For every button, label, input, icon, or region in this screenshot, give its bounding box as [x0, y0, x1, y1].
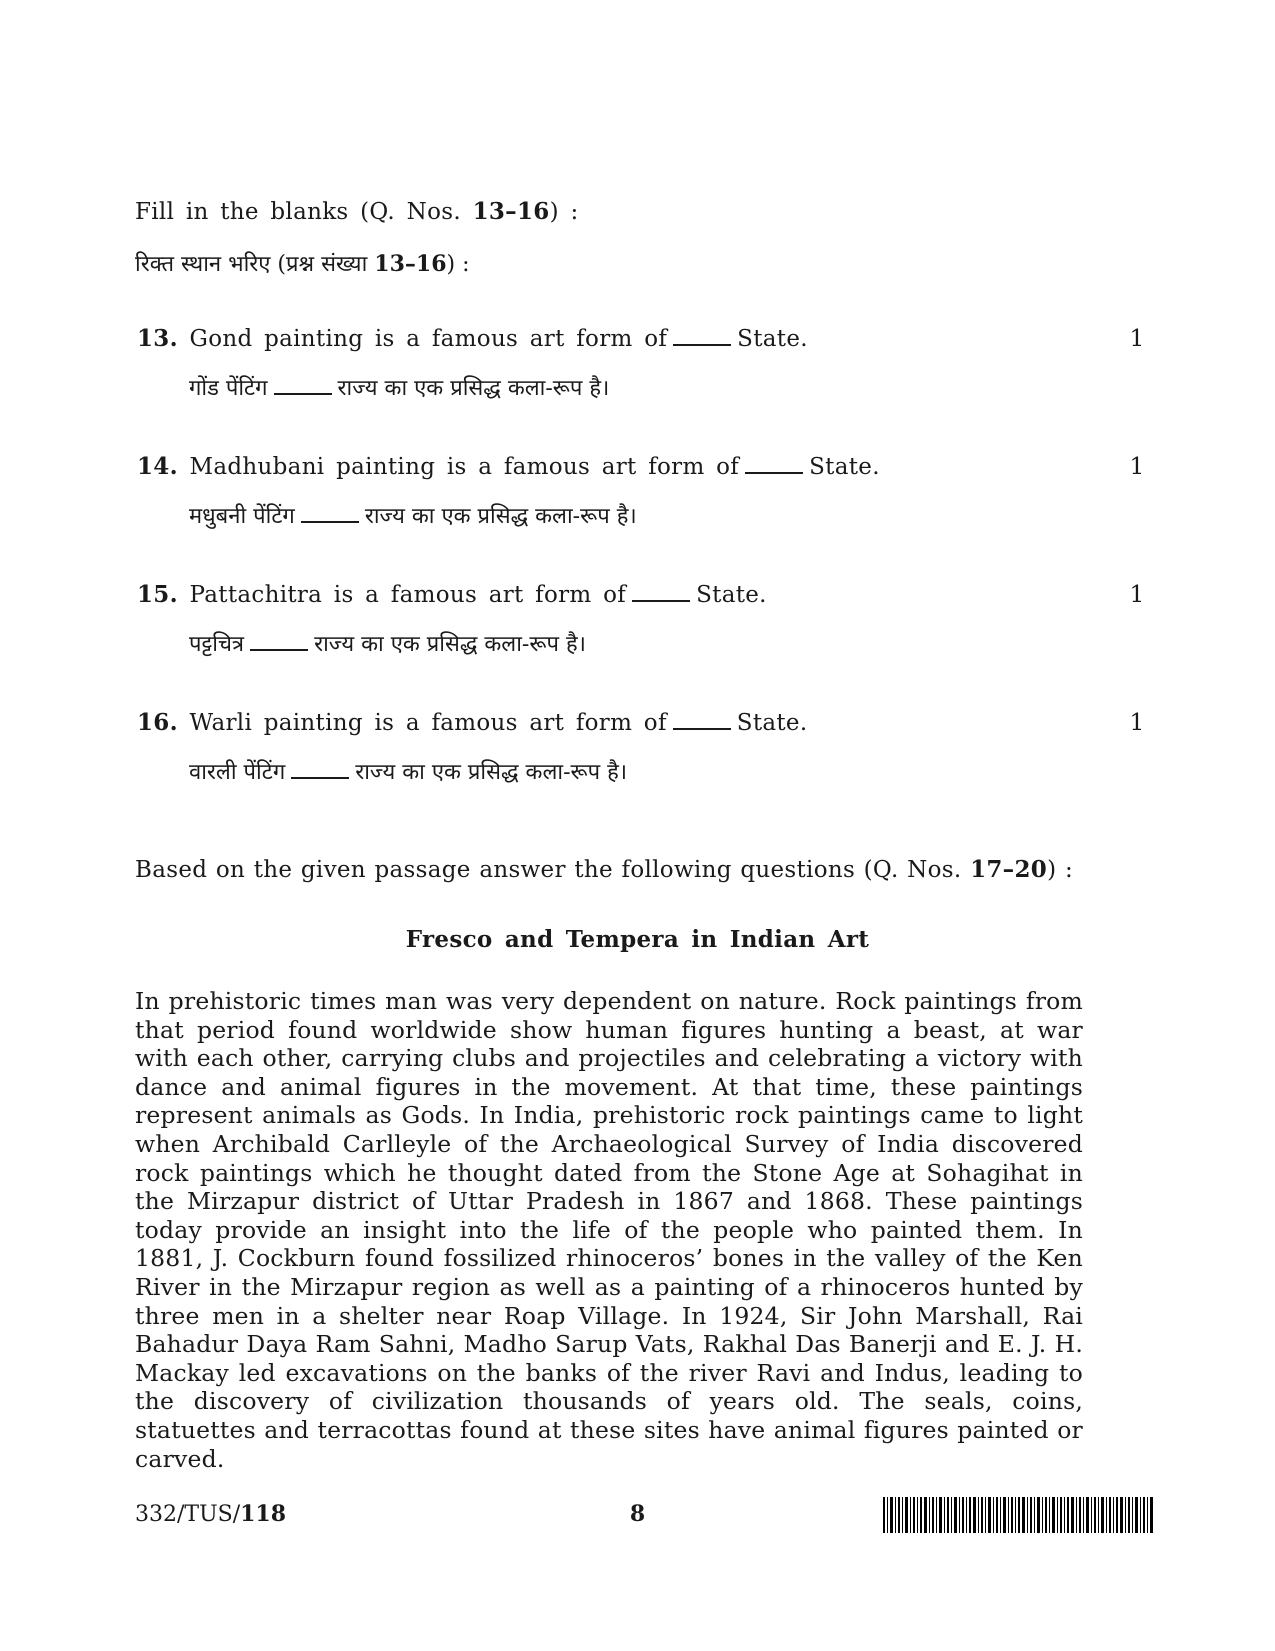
barcode [883, 1497, 1153, 1533]
question-text-en: 14. Madhubani painting is a famous art form of State. [137, 453, 880, 480]
fill-blanks-instruction-en: Fill in the blanks (Q. Nos. 13–16) : [135, 198, 579, 225]
question-text-en: 16. Warli painting is a famous art form of State. [137, 709, 808, 736]
question-text-en: 15. Pattachitra is a famous art form of State. [137, 581, 767, 608]
marks: 1 [1129, 326, 1145, 352]
answer-blank[interactable] [274, 375, 332, 395]
passage-text: In prehistoric times man was very dependent on nature. Rock paintings from that period found worldwide show human figures hunting a beast, at war with each other, carrying clubs and projectiles and celebrating a victory with dance and animal figures in the movement. At that time, these paintings represent animals as Gods. In India, prehistoric rock paintings came to light when Archibald Carlleyle of the Archaeological Survey of India discovered rock paintings which he thought dated from the Stone Age at Sohagihat in the Mirzapur district of Uttar Pradesh in 1867 and 1868. These paintings today provide an insight into the life of the people who painted them. In 1881, J. Cockburn found fossilized rhinoceros’ bones in the valley of the Ken River in the Mirzapur region as well as a painting of a rhinoceros hunted by three men in a shelter near Roap Village. In 1924, Sir John Marshall, Rai Bahadur Daya Ram Sahni, Madho Sarup Vats, Rakhal Das Banerji and E. J. H. Mackay led excavations on the banks of the river Ravi and Indus, leading to the discovery of civilization thousands of years old. The seals, coins, statuettes and terracottas found at these sites have animal figures painted or carved. [135, 987, 1083, 1473]
question-number: 13. [137, 325, 178, 352]
question-number: 15. [137, 581, 178, 608]
marks: 1 [1129, 710, 1145, 736]
question-text-hi: मधुबनी पेंटिंग राज्य का एक प्रसिद्ध कला-रूप है। [189, 504, 637, 529]
answer-blank[interactable] [250, 631, 308, 651]
question-text-hi: पट्टचित्र राज्य का एक प्रसिद्ध कला-रूप है। [189, 632, 586, 657]
fill-blanks-instruction-hi: रिक्त स्थान भरिए (प्रश्न संख्या 13–16) : [135, 251, 470, 277]
question-number: 16. [137, 709, 178, 736]
passage-instruction: Based on the given passage answer the following questions (Q. Nos. 17–20) : [135, 856, 1074, 883]
answer-blank[interactable] [301, 503, 359, 523]
marks: 1 [1129, 454, 1145, 480]
answer-blank[interactable] [632, 582, 690, 602]
page-number: 8 [629, 1501, 646, 1527]
passage-title: Fresco and Tempera in Indian Art [405, 926, 870, 953]
answer-blank[interactable] [673, 326, 731, 346]
answer-blank[interactable] [673, 710, 731, 730]
marks: 1 [1129, 582, 1145, 608]
paper-code: 332/TUS/118 [135, 1501, 287, 1527]
question-text-hi: गोंड पेंटिंग राज्य का एक प्रसिद्ध कला-रूप है। [189, 376, 610, 401]
answer-blank[interactable] [291, 759, 349, 779]
question-number: 14. [137, 453, 178, 480]
question-text-en: 13. Gond painting is a famous art form of State. [137, 325, 808, 352]
question-text-hi: वारली पेंटिंग राज्य का एक प्रसिद्ध कला-रूप है। [189, 760, 628, 785]
answer-blank[interactable] [745, 454, 803, 474]
